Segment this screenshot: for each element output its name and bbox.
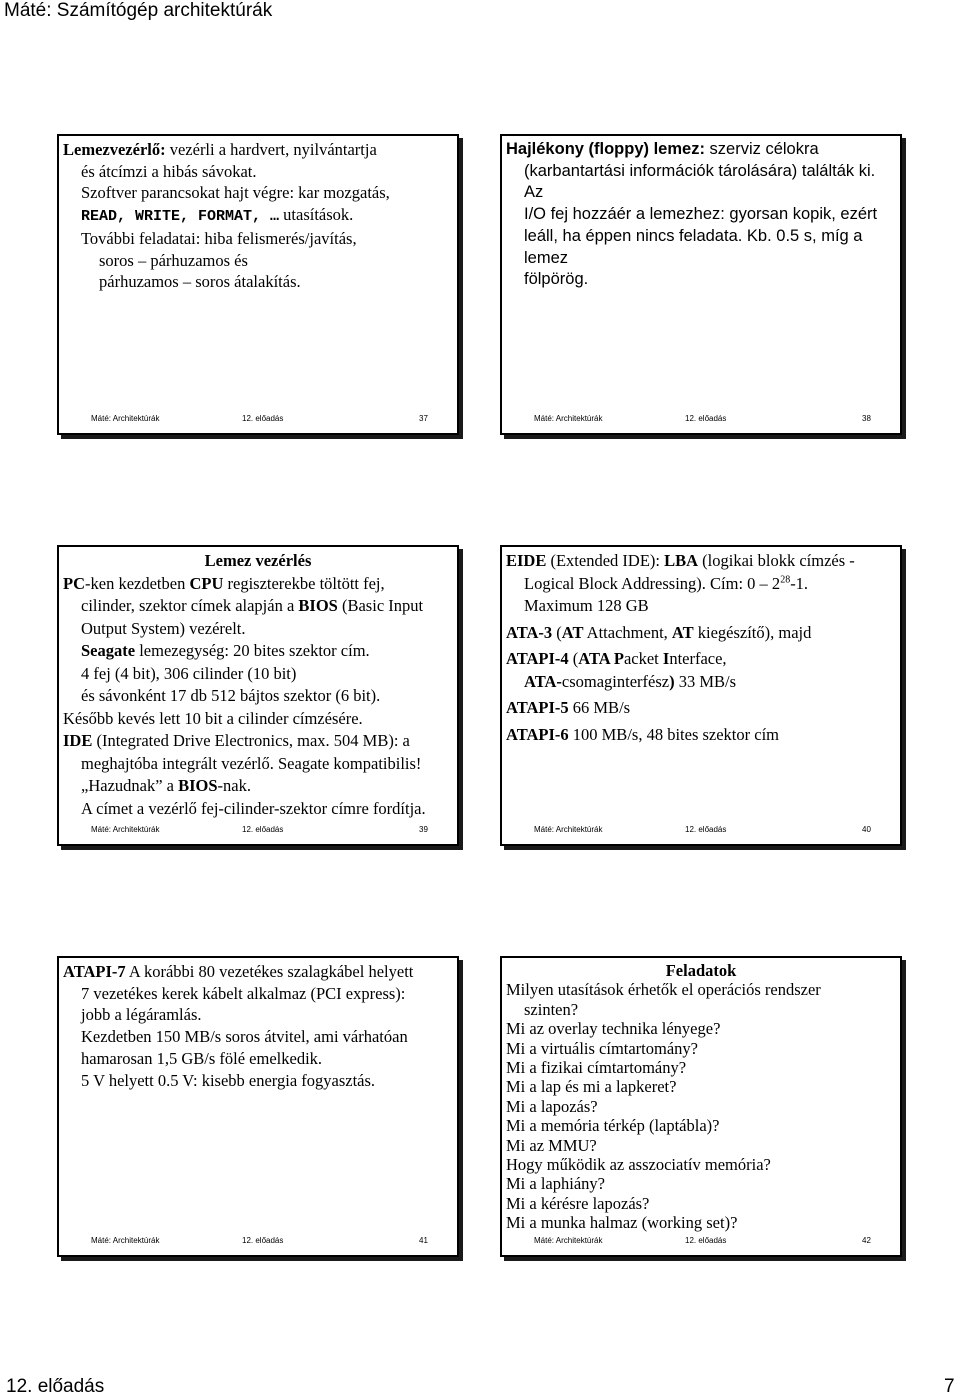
bold-term: EIDE [506,551,547,570]
text-span: ( [552,622,562,642]
bold-term: Hajlékony (floppy) lemez: [506,140,705,158]
slide-footer-lecture: 12. előadás [242,1236,284,1245]
slide-footer-lecture: 12. előadás [242,414,284,423]
slide-39 [57,545,459,846]
slide-footer [59,1236,457,1248]
text-line: fölpörög. [524,270,589,289]
bold-term: ATAPI-4 [506,649,569,668]
text-line [63,573,453,596]
text-line [63,730,453,753]
bold-term: ATA-3 [506,622,553,642]
slide-number: 41 [419,1236,428,1245]
slide-footer [502,414,900,426]
text-span: regiszterekbe töltött fej, [223,573,385,593]
text-line [506,550,896,573]
bold-term: ATAPI-5 [506,698,569,717]
text-line: Később kevés lett 10 bit a cilinder címzésére. [63,708,363,728]
text-span: (Integrated Drive Electronics, max. 504 MB): a [92,731,410,750]
text-line: Mi a lap és mi a lapkeret? [506,1077,677,1097]
bold-term: PC [63,573,85,593]
slide-footer-author: Máté: Architektúrák [534,414,603,423]
bold-term: ATA P [578,649,624,668]
text-line: soros – párhuzamos és [99,250,248,270]
text-span: 33 MB/s [674,671,737,691]
slide-number: 38 [862,414,871,423]
text-line: Mi a kérésre lapozás? [506,1193,650,1213]
bold-term: LBA [664,551,699,570]
page-number: 7 [944,1376,955,1397]
bold-term: ATA- [524,671,562,691]
text-line: 7 vezetékes kerek kábelt alkalmaz (PCI express): [81,983,406,1003]
slide-number: 37 [419,414,428,423]
text-span: lemezegység: 20 bites szektor cím. [135,641,370,660]
text-span: (Basic Input [337,596,424,615]
text-line: 4 fej (4 bit), 306 cilinder (10 bit) [81,663,297,683]
slide-number: 42 [862,1236,871,1245]
slide-footer-author: Máté: Architektúrák [91,414,160,423]
text-line: jobb a légáramlás. [81,1005,202,1025]
slide-title: Lemez vezérlés [204,551,312,570]
bold-term: CPU [189,573,224,593]
bold-term: ) [669,671,675,691]
text-span: utasítások. [279,205,354,225]
slide-title: Feladatok [665,961,737,980]
text-line [506,622,896,645]
bold-term: AT [671,622,694,642]
text-line [506,671,896,694]
slide-footer-author: Máté: Architektúrák [91,825,160,834]
text-line [63,961,453,983]
slide-footer-lecture: 12. előadás [685,414,727,423]
bold-term: IDE [63,731,93,750]
text-line: Mi a virtuális címtartomány? [506,1038,698,1058]
text-span: szerviz célokra [704,140,819,158]
text-span: acket [623,649,663,668]
slide-37 [57,134,459,435]
text-line: Maximum 128 GB [524,596,649,615]
text-line: Hogy működik az asszociatív memória? [506,1155,771,1175]
slide-footer [502,825,900,837]
bold-term: Lemezvezérlő: [63,140,166,159]
slide-footer-author: Máté: Architektúrák [534,825,603,834]
text-span: (logikai blokk címzés - [698,551,855,570]
text-line: Kezdetben 150 MB/s soros átvitel, ami várhatóan [81,1027,408,1047]
text-line [63,204,453,228]
text-line: Mi a memória térkép (laptábla)? [506,1116,720,1136]
slide-footer [59,825,457,837]
text-line: Output System) vezérelt. [81,618,246,638]
text-line [63,775,453,798]
text-line: hamarosan 1,5 GB/s fölé emelkedik. [81,1048,323,1068]
text-line: I/O fej hozzáér a lemezhez: gyorsan kopik, ezért [524,205,878,224]
slide-footer [502,1236,900,1248]
text-line [63,640,453,663]
text-line: További feladatai: hiba felismerés/javítás, [81,228,357,248]
text-span: -ken kezdetben [85,573,190,593]
page-header: Máté: Számítógép architektúrák [4,0,273,21]
slide-number: 40 [862,825,871,834]
slide-footer-author: Máté: Architektúrák [534,1236,603,1245]
text-line [63,595,453,618]
text-line: és sávonként 17 db 512 bájtos szektor (6 bit). [81,686,381,705]
text-line: (karbantartási információk tárolására) találták ki. Az [524,161,876,202]
slide-38 [500,134,902,435]
text-span: Logical Block Addressing). Cím: 0 – 2 [524,573,781,593]
bold-term: ATAPI-7 [63,962,126,981]
text-span: 66 MB/s [568,698,631,717]
bold-term: I [662,649,670,668]
text-line [506,697,896,720]
slide-40 [500,545,902,846]
bold-term: AT [561,622,584,642]
text-line: szinten? [524,999,579,1019]
text-line [506,573,896,596]
slide-41 [57,956,459,1257]
page-footer-lecture: 12. előadás [6,1376,105,1397]
slide-footer [59,414,457,426]
slide-footer-lecture: 12. előadás [685,1236,727,1245]
text-span: „Hazudnak” a [81,776,179,795]
bold-term: BIOS [298,596,338,615]
text-line [506,648,896,671]
text-line: leáll, ha éppen nincs feladata. Kb. 0.5 s, míg a lemez [524,226,863,267]
text-span: ( [568,649,579,668]
text-line: 5 V helyett 0.5 V: kisebb energia fogyasztás. [81,1070,376,1090]
text-span: A korábbi 80 vezetékes szalagkábel helyett [125,962,414,981]
text-span: csomaginterfész [561,671,670,691]
text-span: 100 MB/s, 48 bites szektor cím [568,724,779,744]
slide-footer-lecture: 12. előadás [242,825,284,834]
text-span: -1. [790,573,809,593]
slide-42 [500,956,902,1257]
text-line: Mi a lapozás? [506,1096,598,1116]
text-line: meghajtóba integrált vezérlő. Seagate kompatibilis! [81,753,422,773]
text-line: párhuzamos – soros átalakítás. [99,272,301,292]
bold-term: BIOS [178,776,218,795]
text-line: Mi a munka halmaz (working set)? [506,1213,738,1233]
text-line: és átcímzi a hibás sávokat. [81,161,257,181]
text-span: kiegészítő), majd [693,622,812,642]
slide-number: 39 [419,825,428,834]
slide-footer-author: Máté: Architektúrák [91,1236,160,1245]
text-span: vezérli a hardvert, nyilvántartja [165,140,377,159]
text-line: A címet a vezérlő fej-cilinder-szektor címre fordítja. [81,798,426,818]
text-line: Szoftver parancsokat hajt végre: kar mozgatás, [81,183,390,203]
text-line: Mi az MMU? [506,1135,597,1155]
text-span: nterface, [669,649,727,668]
text-line: Mi az overlay technika lényege? [506,1019,721,1039]
slide-footer-lecture: 12. előadás [685,825,727,834]
text-line: Mi a laphiány? [506,1174,605,1194]
text-span: cilinder, szektor címek alapján a [81,596,299,615]
text-line [506,139,896,161]
text-line: Mi a fizikai címtartomány? [506,1058,687,1078]
bold-term: ATAPI-6 [506,724,569,744]
text-line [506,724,896,747]
text-span: Attachment, [583,622,672,642]
text-line: Milyen utasítások érhetők el operációs rendszer [506,980,821,1000]
text-span: -nak. [217,776,251,795]
text-line [63,139,453,161]
superscript: 28 [780,574,791,585]
text-span: (Extended IDE): [546,551,665,570]
command-list: READ, WRITE, FORMAT, … [81,208,280,226]
bold-term: Seagate [81,641,136,660]
